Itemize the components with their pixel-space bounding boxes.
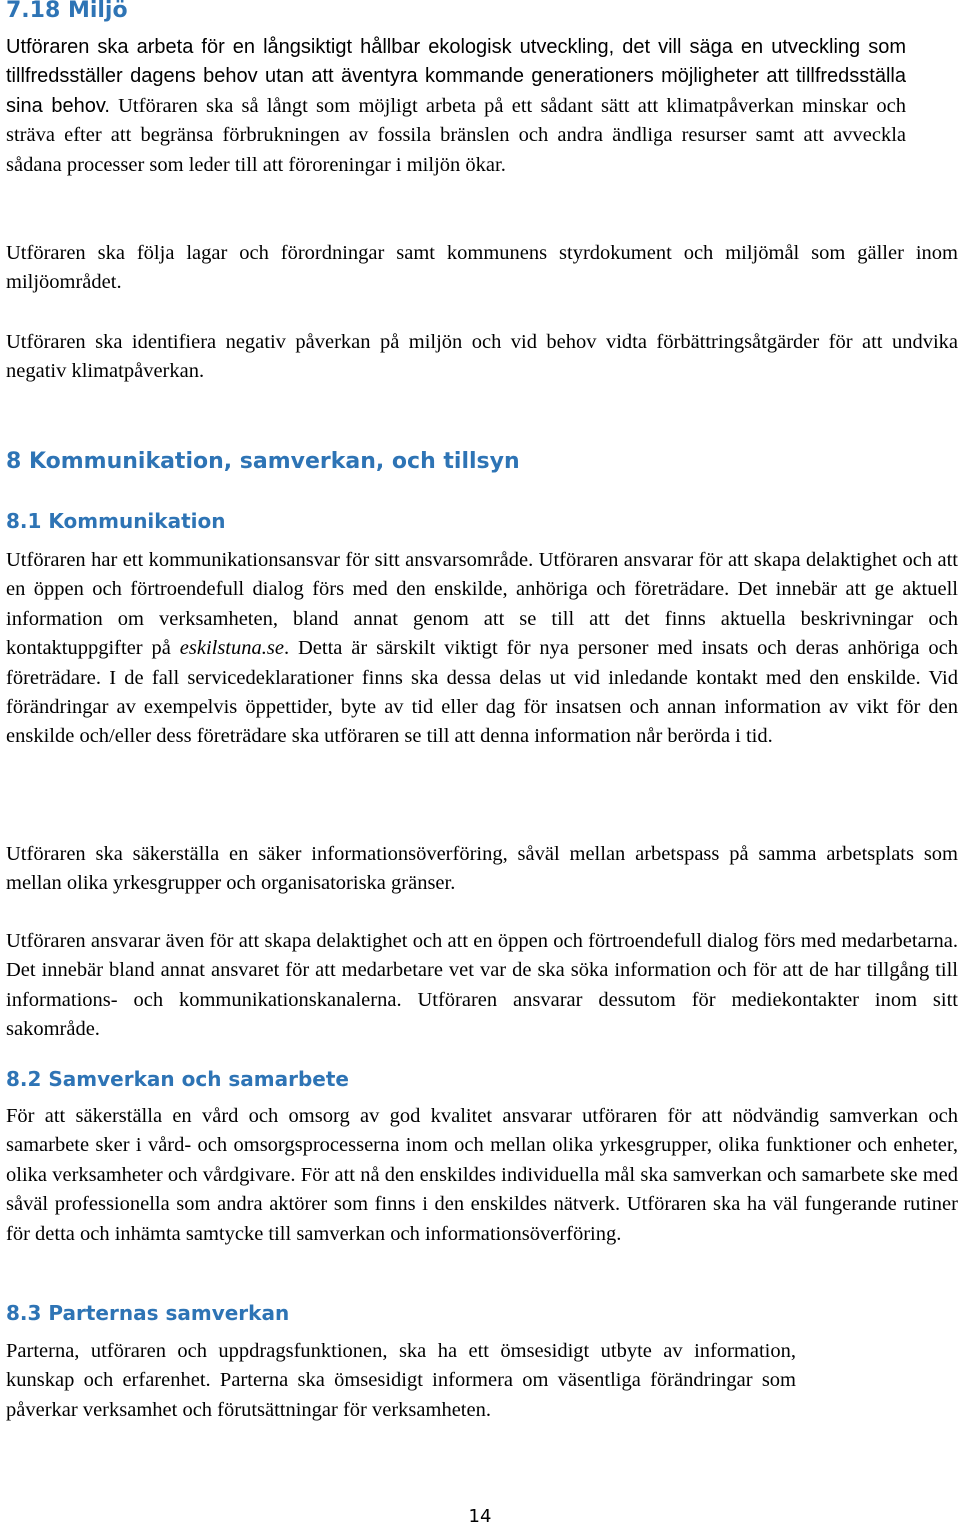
paragraph-7-18-1 [6, 33, 906, 180]
heading-8: 8 Kommunikation, samverkan, och tillsyn [6, 449, 520, 474]
paragraph-8-3-1: Parterna, utföraren och uppdragsfunktionen, ska ha ett ömsesidigt utbyte av information, kunskap och erfarenhet. Parterna ska ömsesidigt informera om väsentliga förändringar som påverkar verksamhet och förutsättningar för verksamheten. [6, 1340, 796, 1421]
heading-8-3: 8.3 Parternas samverkan [6, 1301, 290, 1325]
paragraph-7-18-3: Utföraren ska identifiera negativ påverkan på miljön och vid behov vidta förbättringsåtgärder för att undvika negativ klimatpåverkan. [6, 331, 958, 383]
paragraph-8-1-1 [6, 546, 958, 752]
paragraph-8-1-2: Utföraren ska säkerställa en säker informationsöverföring, såväl mellan arbetspass på samma arbetsplats som mellan olika yrkesgrupper och organisatoriska gränser. [6, 843, 958, 895]
page-number: 14 [468, 1506, 492, 1527]
paragraph-8-1-1b: . Detta är särskilt viktigt för nya personer med insats och deras anhöriga och företrädare. I de fall servicedeklarationer finns ska dessa delas ut vid inledande kontakt med den enskilde. Vid förändringar av exempelvis öppettider, byte av tid eller dag för insatsen och annan information av vikt för den enskilde och/eller dess företrädare ska utföraren se till att denna information når berörda i tid. [6, 637, 958, 748]
heading-7-18: 7.18 Miljö [6, 0, 128, 23]
paragraph-7-18-2: Utföraren ska följa lagar och förordningar samt kommunens styrdokument och miljömål som gäller inom miljöområdet. [6, 242, 958, 294]
paragraph-8-1-1a: Utföraren har ett kommunikationsansvar för sitt ansvarsområde. Utföraren ansvarar för att skapa delaktighet och att en öppen och förtroendefull dialog förs med den enskilde, anhöriga och företrädare. Det innebär att ge aktuell information om verksamheten, bland annat genom att se till att det finns aktuella beskrivningar och kontaktuppgifter på [6, 549, 958, 660]
paragraph-8-2-1: För att säkerställa en vård och omsorg av god kvalitet ansvarar utföraren för att nödvändig samverkan och samarbete sker i vård- och omsorgsprocesserna inom och mellan olika yrkesgrupper, olika funktioner och enheter, olika verksamheter och vårdgivare. För att nå den enskildes individuella mål ska samverkan och samarbete ske med såväl professionella som andra aktörer som finns i den enskildes nätverk. Utföraren ska ha väl fungerande rutiner för detta och inhämta samtycke till samverkan och informationsöverföring. [6, 1105, 958, 1245]
paragraph-7-18-1b: Utföraren ska så långt som möjligt arbeta på ett sådant sätt att klimatpåverkan minskar och sträva efter att begränsa förbrukningen av fossila bränslen och andra ändliga resurser samt att avveckla sådana processer som leder till att föroreningar i miljön ökar. [6, 94, 906, 176]
paragraph-7-18-1a: Utföraren ska arbeta för en långsiktigt hållbar ekologisk utveckling, det vill säga en utveckling som tillfredsställer dagens behov utan att äventyra kommande generationers möjligheter att tillfredsställa sina behov. [6, 36, 906, 117]
paragraph-8-1-3: Utföraren ansvarar även för att skapa delaktighet och att en öppen och förtroendefull dialog förs med medarbetarna. Det innebär bland annat ansvaret för att medarbetare vet var de ska söka information och för att de har tillgång till informations- och kommunikationskanalerna. Utföraren ansvarar dessutom för mediekontakter inom sitt sakområde. [6, 930, 958, 1041]
heading-8-2: 8.2 Samverkan och samarbete [6, 1067, 349, 1091]
heading-8-1: 8.1 Kommunikation [6, 509, 226, 533]
eskilstuna-link-text: eskilstuna.se [179, 637, 284, 660]
